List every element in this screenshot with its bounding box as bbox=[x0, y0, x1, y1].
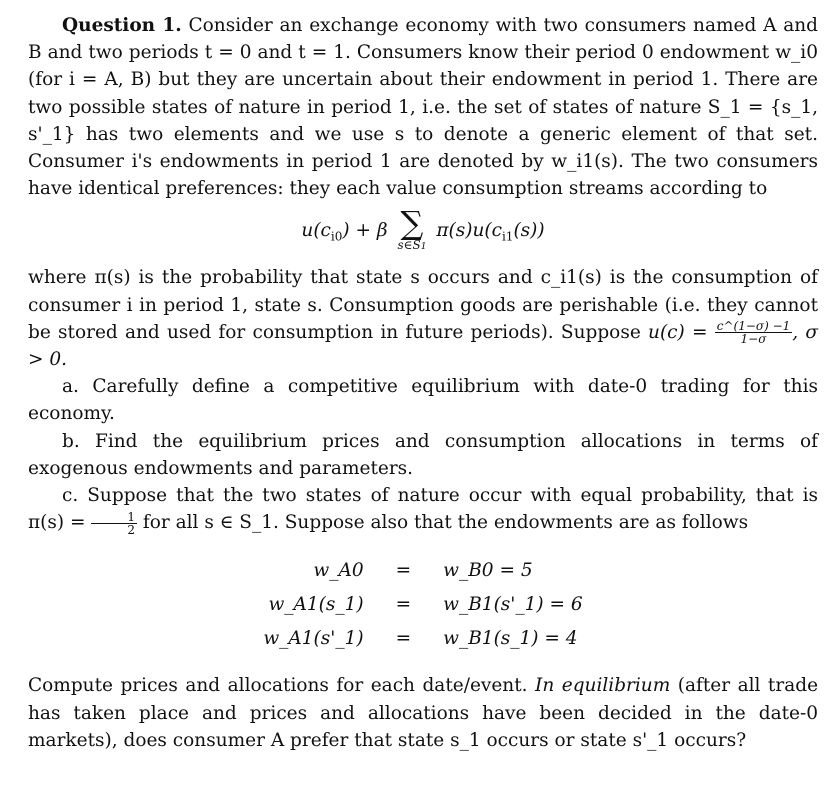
intro-paragraph bbox=[28, 12, 818, 202]
u-def-num: c^(1−σ) −1 bbox=[716, 319, 791, 334]
para2-text: where π(s) is the probability that state s occurs and c_i1(s) is the consumption of consumer i in period 1, state s. Consumption goods are perishable (i.e. they cannot be stored and used for consumption in future periods). Suppose bbox=[28, 267, 818, 343]
part-c-text-a: c. Suppose that the two states of nature occur with equal probability, that is π(s) = bbox=[28, 485, 818, 534]
u-def-tail: , σ > 0. bbox=[28, 321, 819, 371]
part-b: b. Find the equilibrium prices and consumption allocations in terms of exogenous endowments and parameters. bbox=[28, 430, 818, 479]
summation bbox=[397, 204, 427, 254]
closing-text-b: (after all trade has taken place and prices and allocations have been decided in the date-0 markets), does consumer A prefer that state s_1 occurs or state s'_1 occurs? bbox=[28, 675, 819, 751]
endowment-rhs: w_B1(s'_1) = 6 bbox=[443, 594, 583, 616]
sum-sub-index: 1 bbox=[420, 242, 427, 253]
utility-plus-beta: ) + β bbox=[342, 220, 388, 242]
endowment-lhs: w_A1(s_1) bbox=[268, 594, 364, 616]
part-c-text-b: for all s ∈ S_1. Suppose also that the endowments are as follows bbox=[142, 512, 749, 534]
part-c bbox=[28, 482, 818, 536]
paragraph-2 bbox=[28, 264, 818, 373]
u-def-lhs: u(c) = bbox=[648, 321, 708, 343]
sum-symbol: ∑ bbox=[400, 204, 424, 243]
utility-lhs-sub: i0 bbox=[330, 230, 343, 245]
question-document bbox=[28, 12, 818, 754]
utility-rhs-b: (s)) bbox=[513, 220, 545, 242]
utility-lhs: u(c bbox=[301, 220, 331, 242]
part-a: a. Carefully define a competitive equilibrium with date-0 trading for this economy. bbox=[28, 376, 818, 425]
u-def-den: 1−σ bbox=[740, 332, 767, 347]
utility-rhs-sub: i1 bbox=[501, 230, 514, 245]
endowment-eq: = bbox=[395, 594, 412, 616]
sum-sub-text: s∈S bbox=[397, 238, 421, 253]
half-num: 1 bbox=[91, 511, 137, 524]
closing-text-a: Compute prices and allocations for each date/event. bbox=[28, 675, 528, 697]
endowment-eq: = bbox=[395, 560, 412, 582]
endowment-rhs: w_B0 = 5 bbox=[443, 560, 533, 582]
half-den: 2 bbox=[127, 522, 136, 537]
endowment-row bbox=[253, 588, 592, 622]
endowment-lhs: w_A0 bbox=[313, 560, 364, 582]
utility-rhs-a: π(s)u(c bbox=[436, 220, 502, 242]
endowment-rhs: w_B1(s_1) = 4 bbox=[443, 628, 578, 650]
endowment-table bbox=[253, 554, 592, 656]
u-def-fraction bbox=[715, 320, 793, 345]
endowment-eq: = bbox=[395, 628, 412, 650]
question-title: Question 1. bbox=[62, 15, 182, 36]
half-fraction bbox=[91, 511, 137, 536]
sum-subscript bbox=[397, 238, 426, 254]
endowment-row bbox=[253, 554, 592, 588]
intro-text: Consider an exchange economy with two consumers named A and B and two periods t = 0 and t = 1. Consumers know their period 0 endowment w_i0 (for i = A, B) but they are uncertain about their endowment in period 1. There are two possible states of nature in period 1, i.e. the set of states of nature S_1 = {s_1, s'_1} has two elements and we use s to denote a generic element of that set. Consumer i's endowments in period 1 are denoted by w_i1(s). The two consumers have identical preferences: they each value consumption streams according to bbox=[28, 15, 818, 200]
closing-paragraph bbox=[28, 672, 818, 754]
endowment-lhs: w_A1(s'_1) bbox=[263, 628, 364, 650]
closing-italic: In equilibrium bbox=[535, 675, 671, 697]
utility-equation bbox=[28, 204, 818, 254]
endowment-row bbox=[253, 622, 592, 656]
